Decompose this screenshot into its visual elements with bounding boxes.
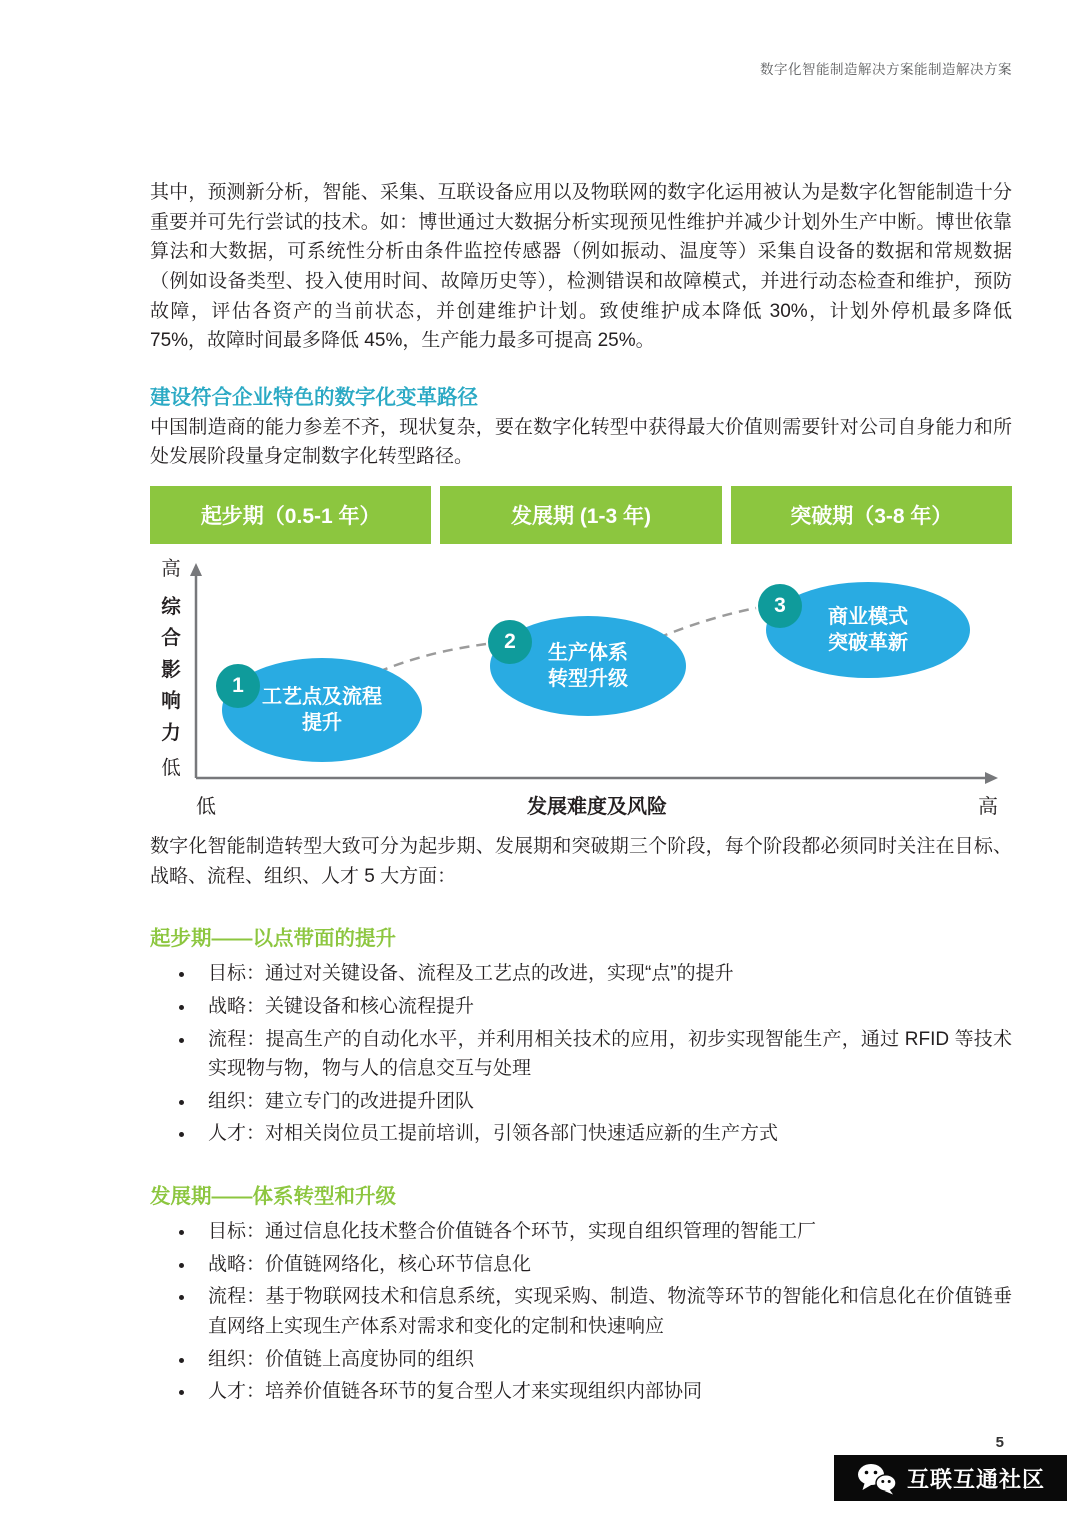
footer-logo-bar xyxy=(834,1455,1067,1501)
section-heading-development-stage: 发展期——体系转型和升级 xyxy=(150,1185,396,1208)
x-axis-high-label: 高 xyxy=(978,796,998,818)
page-header-title: 数字化智能制造解决方案能制造解决方案 xyxy=(760,62,1012,77)
connector-2-3-dashed-line xyxy=(658,608,756,638)
section-heading-transformation-path: 建设符合企业特色的数字化变革路径 xyxy=(150,385,478,409)
phase-box-startup: 起步期（0.5-1 年） xyxy=(150,486,431,544)
y-axis-low-label: 低 xyxy=(161,757,181,780)
bullet-item: • 人才：培养价值链各环节的复合型人才来实现组织内部协同 xyxy=(196,1377,1012,1407)
bubble-label-line: 工艺点及流程 xyxy=(262,686,382,708)
footer-logo-text: 互联互通社区 xyxy=(906,1466,1045,1492)
stages-overview-paragraph: 数字化智能制造转型大致可分为起步期、发展期和突破期三个阶段，每个阶段都必须同时关注在目标、战略、流程、组织、人才 5 大方面： xyxy=(150,836,1012,887)
x-axis-title: 发展难度及风险 xyxy=(527,796,667,818)
bullet-item: • 目标：通过对关键设备、流程及工艺点的改进，实现“点”的提升 xyxy=(196,959,1012,989)
page-content xyxy=(150,178,1012,1410)
transformation-stages-diagram xyxy=(150,486,1012,832)
x-axis-arrow-icon xyxy=(985,772,998,784)
impact-risk-plot xyxy=(150,560,1012,832)
y-axis-labels xyxy=(150,560,192,779)
bullet-item: • 组织：价值链上高度协同的组织 xyxy=(196,1345,1012,1375)
bullet-item: • 人才：对相关岗位员工提前培训，引领各部门快速适应新的生产方式 xyxy=(196,1119,1012,1149)
bullet-item: • 组织：建立专门的改进提升团队 xyxy=(196,1087,1012,1117)
phase-box-development: 发展期 (1-3 年) xyxy=(440,486,721,544)
stage-number-badge-3: 3 xyxy=(758,584,802,628)
phase-boxes-row xyxy=(150,486,1012,544)
bubble-label-line: 提升 xyxy=(302,712,342,734)
section-heading-startup-stage: 起步期——以点带面的提升 xyxy=(150,927,396,951)
wechat-bubbles-icon xyxy=(856,1462,898,1495)
startup-stage-bullet-list xyxy=(150,959,1012,1149)
bubble-label-line: 转型升级 xyxy=(548,668,628,690)
bubble-label-line: 突破革新 xyxy=(828,632,908,654)
transformation-path-paragraph: 中国制造商的能力参差不齐，现状复杂，要在数字化转型中获得最大价值则需要针对公司自身能力和所处发展阶段量身定制数字化转型路径。 xyxy=(150,416,1012,468)
bullet-item: • 流程：提高生产的自动化水平，并利用相关技术的应用，初步实现智能生产，通过 RFID 等技术实现物与物，物与人的信息交互与处理 xyxy=(196,1025,1012,1084)
stage-number-badge-1: 1 xyxy=(216,664,260,708)
bullet-item: • 流程：基于物联网技术和信息系统，实现采购、制造、物流等环节的智能化和信息化在价值链垂直网络上实现生产体系对需求和变化的定制和快速响应 xyxy=(196,1282,1012,1341)
intro-paragraph: 其中，预测新分析，智能、采集、互联设备应用以及物联网的数字化运用被认为是数字化智能制造十分重要并可先行尝试的技术。如：博世通过大数据分析实现预见性维护并减少计划外生产中断。博世依靠算法和大数据，可系统性分析由条件监控传感器（例如振动、温度等）采集自设备的数据和常规数据（例如设备类型、投入使用时间、故障历史等），检测错误和故障模式，并进行动态检查和维护，预防故障，评估各资产的当前状态，并创建维护计划。致使维护成本降低 30%，计划外停机最多降低 75%，故障时间最多降低 45%，生产能力最多可提高 25%。 xyxy=(150,182,1012,352)
stage-number-badge-2: 2 xyxy=(488,620,532,664)
bubble-label-line: 商业模式 xyxy=(828,606,908,628)
x-axis-labels xyxy=(196,790,998,819)
y-axis-title: 综合影响力 xyxy=(161,595,181,744)
page-number: 5 xyxy=(995,1434,1004,1451)
bullet-item: • 战略：关键设备和核心流程提升 xyxy=(196,992,1012,1022)
y-axis-high-label: 高 xyxy=(161,558,181,580)
connector-1-2-dashed-line xyxy=(378,644,486,672)
bullet-item: • 战略：价值链网络化，核心环节信息化 xyxy=(196,1250,1012,1280)
bullet-item: • 目标：通过信息化技术整合价值链各个环节，实现自组织管理的智能工厂 xyxy=(196,1217,1012,1247)
bubble-label-line: 生产体系 xyxy=(548,642,628,664)
phase-box-breakthrough: 突破期（3-8 年） xyxy=(731,486,1012,544)
x-axis-low-label: 低 xyxy=(196,796,216,818)
development-stage-bullet-list xyxy=(150,1217,1012,1407)
